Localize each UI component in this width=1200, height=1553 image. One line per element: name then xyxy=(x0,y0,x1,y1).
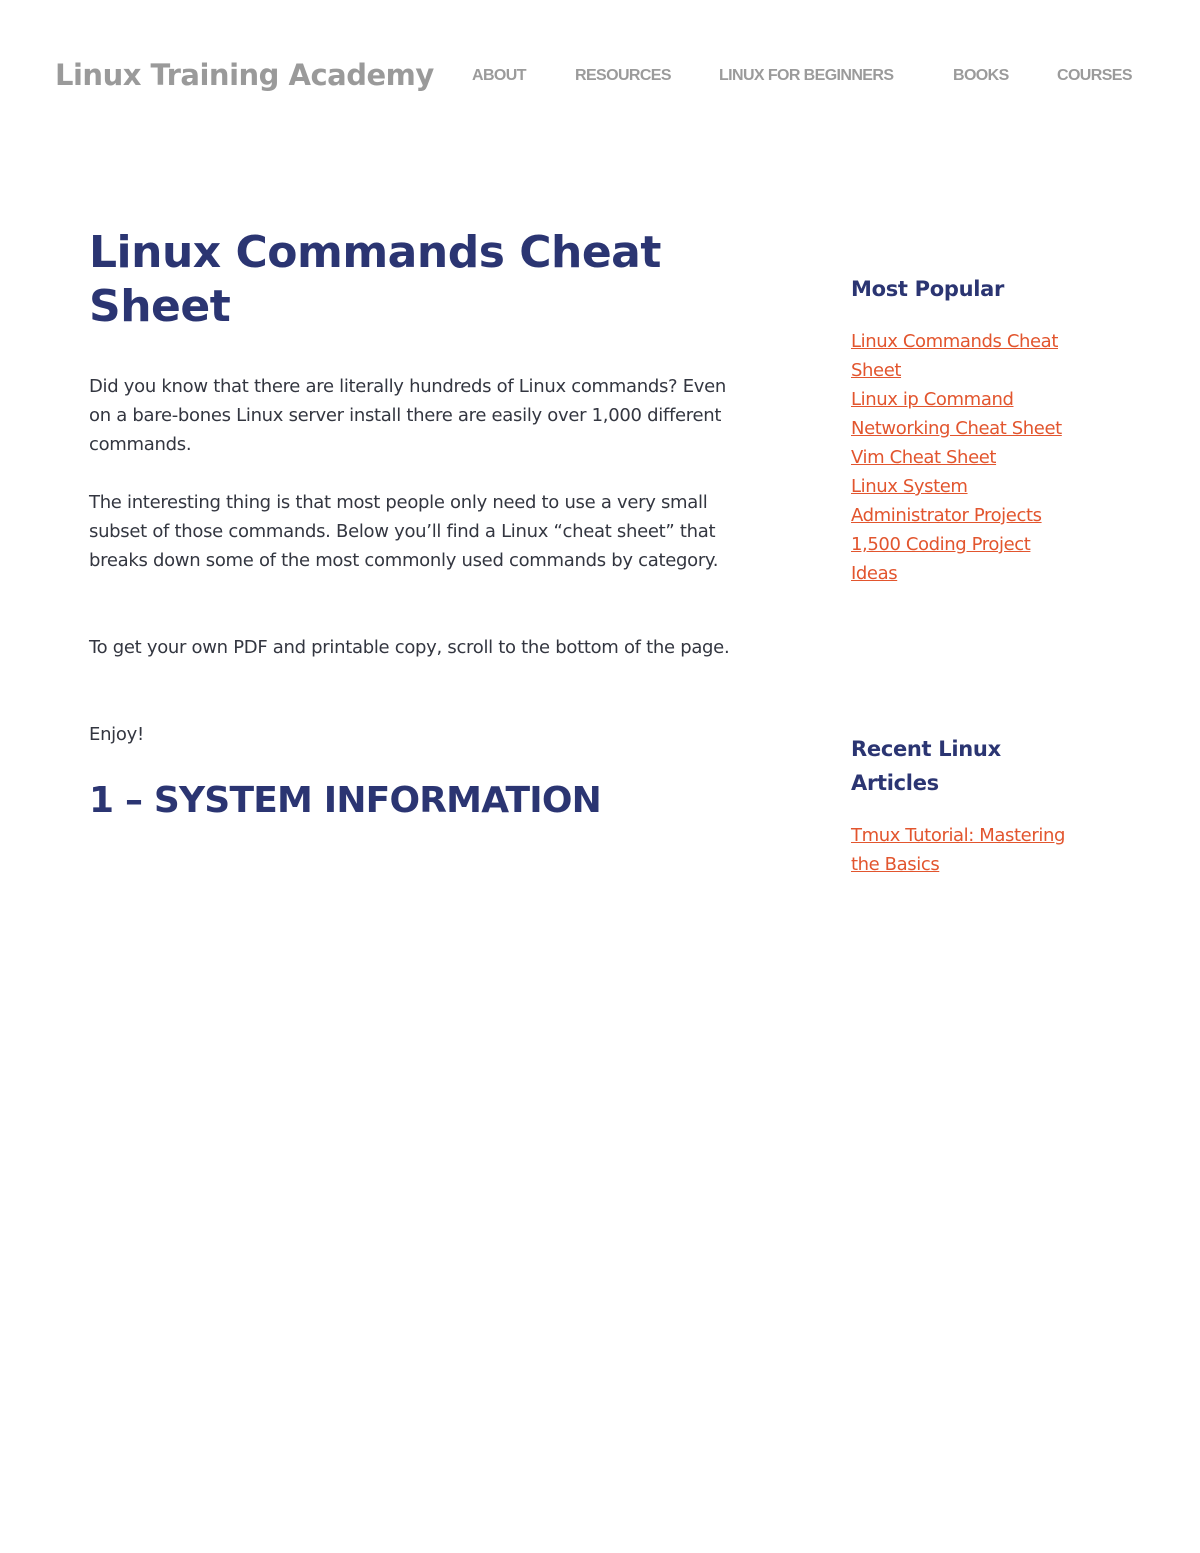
site-title-link[interactable]: Linux Training Academy xyxy=(55,58,434,92)
most-popular-link[interactable]: Linux Commands Cheat Sheet xyxy=(851,331,1058,381)
list-item xyxy=(851,443,1076,472)
list-item xyxy=(851,530,1076,588)
nav-item-linux-for-beginners[interactable]: LINUX FOR BEGINNERS xyxy=(719,67,894,84)
page-title: Linux Commands Cheat Sheet xyxy=(89,227,661,332)
site-header xyxy=(0,0,1200,160)
main-nav xyxy=(0,67,1200,91)
most-popular-link[interactable]: Vim Cheat Sheet xyxy=(851,447,997,468)
most-popular-link[interactable]: 1,500 Coding Project Ideas xyxy=(851,534,1031,584)
nav-item-courses[interactable]: COURSES xyxy=(1057,67,1132,84)
most-popular-link[interactable]: Linux System Administrator Projects xyxy=(851,476,1042,526)
section-heading: 1 – SYSTEM INFORMATION xyxy=(89,780,601,821)
nav-item-about[interactable]: ABOUT xyxy=(472,67,526,84)
list-item xyxy=(851,821,1066,879)
most-popular-link[interactable]: Linux ip Command Networking Cheat Sheet xyxy=(851,389,1062,439)
main-content xyxy=(89,226,749,821)
most-popular-list xyxy=(851,327,1076,588)
intro-paragraph: To get your own PDF and printable copy, scroll to the bottom of the page. xyxy=(89,637,730,658)
nav-item-books[interactable]: BOOKS xyxy=(953,67,1009,84)
intro-paragraph: Did you know that there are literally hundreds of Linux commands? Even on a bare-bones Linux server install there are easily over 1,000 different commands. xyxy=(89,376,727,455)
list-item xyxy=(851,327,1076,385)
list-item xyxy=(851,472,1076,530)
recent-articles-list xyxy=(851,821,1066,879)
recent-articles-title: Recent Linux Articles xyxy=(851,737,1001,795)
intro-paragraph: The interesting thing is that most people only need to use a very small subset of those commands. Below you’ll find a Linux “cheat sheet” that breaks down some of the most commonly used commands by category. xyxy=(89,492,719,571)
list-item xyxy=(851,385,1076,443)
nav-item-resources[interactable]: RESOURCES xyxy=(575,67,671,84)
recent-article-link[interactable]: Tmux Tutorial: Mastering the Basics xyxy=(851,825,1065,875)
most-popular-title: Most Popular xyxy=(851,277,1005,301)
intro-paragraph: Enjoy! xyxy=(89,724,144,745)
